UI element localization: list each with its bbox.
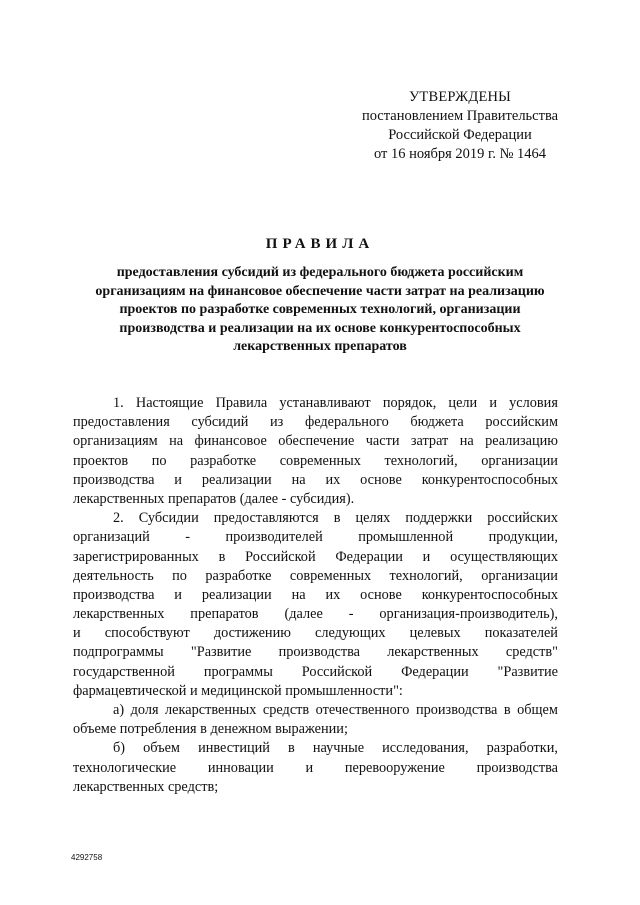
word: - [348, 606, 354, 623]
word: предоставления [73, 414, 170, 431]
body-line [73, 528, 558, 547]
word: и [73, 625, 81, 642]
word: в [288, 740, 295, 757]
word: доля [130, 702, 159, 718]
word: исследования, [382, 740, 469, 757]
word: части [365, 433, 400, 450]
word: Настоящие [135, 395, 204, 411]
word: основе [360, 471, 402, 488]
word: порядок, [382, 395, 437, 411]
word: Федерации [335, 548, 403, 565]
word: федерального [304, 414, 389, 431]
word: технологические [73, 759, 177, 776]
word: субсидий [191, 414, 249, 431]
body-line [73, 624, 558, 643]
word: отечественного [315, 702, 410, 718]
word: производства [415, 702, 498, 718]
word: технологий, [389, 567, 463, 584]
word: обеспечение [278, 433, 355, 450]
word: поддержки [405, 510, 473, 527]
word: деятельность [73, 567, 154, 584]
word: и [174, 471, 182, 488]
word: 2. [113, 510, 124, 527]
word: конкурентоспособных [421, 471, 558, 488]
word: устанавливают [279, 395, 371, 411]
word: следующих [315, 625, 386, 642]
word: средств [262, 702, 310, 718]
word: организация-производитель), [379, 606, 558, 623]
word: государственной [73, 663, 175, 680]
word: перевооружение [344, 759, 445, 776]
word: организации [481, 452, 558, 469]
body-line: лекарственных препаратов (далее - субсидия). [73, 490, 355, 507]
word: (далее [284, 606, 323, 623]
approval-line-1: постановлением Правительства [361, 108, 559, 124]
word: лекарственных [387, 644, 479, 661]
word: современных [289, 567, 372, 584]
word: производства [73, 586, 155, 603]
body-line [73, 548, 558, 567]
word: технологий, [384, 452, 458, 469]
word: и [422, 548, 431, 565]
approval-heading: УТВЕРЖДЕНЫ [408, 89, 512, 105]
word: на [291, 586, 306, 603]
body-line [73, 452, 558, 471]
body-line: объеме потребления в денежном выражении; [73, 721, 348, 738]
word: реализации [201, 471, 272, 488]
body-line: фармацевтической и медицинской промышленности": [73, 682, 403, 699]
document-code: 4292758 [71, 853, 103, 862]
body-line [73, 567, 558, 586]
body-line [73, 701, 558, 720]
word: инвестиций [198, 740, 270, 757]
document-body [73, 394, 558, 797]
word: осуществляющих [450, 548, 558, 565]
document-subtitle [70, 264, 570, 357]
subtitle-line: лекарственных препаратов [233, 339, 407, 354]
word: по [172, 567, 187, 584]
word: а) [113, 702, 125, 718]
word: "Развитие [190, 644, 252, 661]
word: затрат [410, 433, 449, 450]
word: реализации [201, 586, 272, 603]
body-line [73, 509, 558, 528]
word: лекарственных [165, 702, 257, 718]
word: - [185, 529, 190, 546]
body-line: лекарственных средств; [73, 778, 219, 795]
word: б) [113, 740, 126, 757]
word: организаций [73, 529, 150, 546]
word: предоставляются [213, 510, 319, 527]
paragraph-a [73, 701, 558, 739]
word: подпрограммы [73, 644, 164, 661]
word: и [305, 759, 314, 776]
paragraph-b [73, 739, 558, 797]
body-line [73, 394, 558, 413]
word: финансовое [194, 433, 267, 450]
word: на [291, 471, 306, 488]
subtitle-line: предоставления субсидий из федерального бюджета российским [116, 265, 524, 280]
word: препаратов [190, 606, 259, 623]
word: Правила [215, 395, 268, 411]
word: по [151, 452, 167, 469]
word: в [333, 510, 341, 527]
word: промышленной [358, 529, 454, 546]
word: достижению [213, 625, 291, 642]
word: цели [448, 395, 478, 411]
word: средств" [505, 644, 558, 661]
paragraph-1 [73, 394, 558, 509]
body-line [73, 643, 558, 662]
word: их [325, 471, 341, 488]
word: "Развитие [497, 663, 558, 680]
word: производства [73, 471, 155, 488]
word: 1. [113, 395, 124, 411]
word: основе [360, 586, 402, 603]
word: бюджета [410, 414, 464, 431]
word: конкурентоспособных [421, 586, 558, 603]
word: в [218, 548, 226, 565]
word: разработке [190, 452, 257, 469]
paragraph-2 [73, 509, 558, 701]
word: и [489, 395, 498, 411]
word: разработке [205, 567, 272, 584]
word: организациям [73, 433, 158, 450]
subtitle-line: организациям на финансовое обеспечение части затрат на реализацию [95, 283, 545, 299]
word: лекарственных [73, 606, 165, 623]
approval-block [340, 88, 580, 164]
body-line [73, 432, 558, 451]
word: российским [485, 414, 558, 431]
word: зарегистрированных [73, 548, 199, 565]
word: российских [487, 510, 558, 527]
word: научные [312, 740, 365, 757]
word: Субсидии [138, 510, 199, 527]
word: современных [279, 452, 361, 469]
body-line [73, 413, 558, 432]
approval-line-3: от 16 ноября 2019 г. № 1464 [373, 146, 547, 162]
word: инновации [207, 759, 274, 776]
word: в [503, 702, 511, 718]
document-title: ПРАВИЛА [265, 236, 375, 252]
word: на [169, 433, 184, 450]
word: условия [509, 395, 558, 411]
word: Российской [245, 548, 316, 565]
word: Федерации [401, 663, 469, 680]
body-line [73, 471, 558, 490]
word: организации [481, 567, 558, 584]
body-line [73, 586, 558, 605]
word: программы [203, 663, 273, 680]
word: целевых [409, 625, 461, 642]
word: производителей [225, 529, 323, 546]
subtitle-line: производства и реализации на их основе конкурентоспособных [119, 320, 521, 336]
word: на [459, 433, 474, 450]
word: производства [278, 644, 360, 661]
word: Российской [301, 663, 373, 680]
subtitle-line: проектов по разработке современных технологий, организации [119, 302, 521, 317]
word: разработки, [486, 740, 558, 757]
word: целях [355, 510, 391, 527]
word: из [270, 414, 284, 431]
word: и [174, 586, 182, 603]
word: продукции, [488, 529, 558, 546]
word: производства [476, 759, 558, 776]
word: общем [517, 702, 558, 718]
word: реализацию [485, 433, 558, 450]
word: их [325, 586, 341, 603]
approval-line-2: Российской Федерации [388, 127, 532, 143]
word: проектов [73, 452, 129, 469]
body-line [73, 739, 558, 758]
word: способствуют [104, 625, 190, 642]
word: объем [143, 740, 180, 757]
body-line [73, 759, 558, 778]
word: показателей [484, 625, 558, 642]
body-line [73, 605, 558, 624]
body-line [73, 663, 558, 682]
